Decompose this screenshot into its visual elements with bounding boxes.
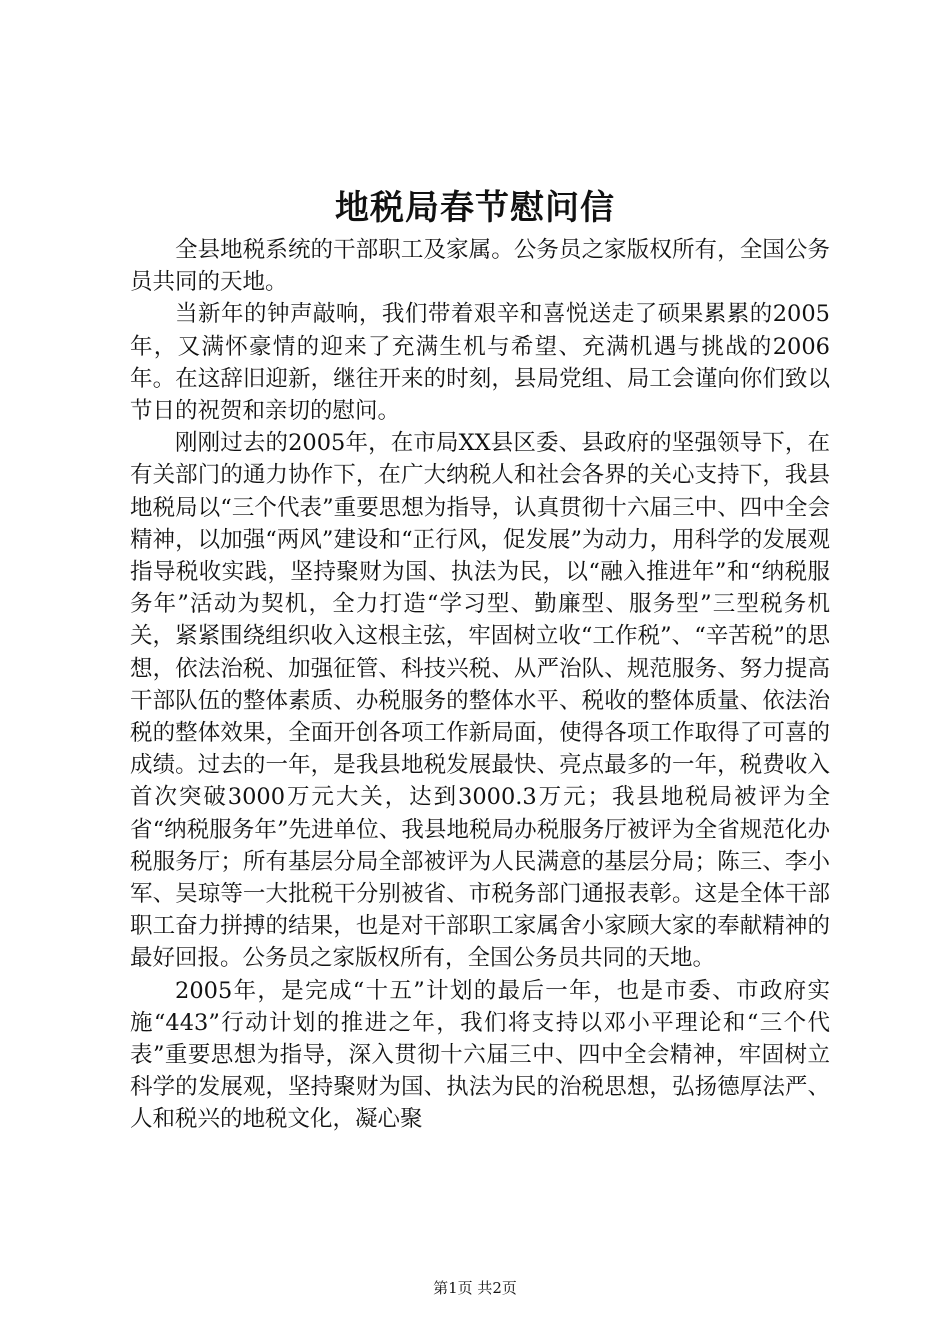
paragraph-plans: 2005年，是完成“十五”计划的最后一年，也是市委、市政府实施“443”行动计划的推进之年，我们将支持以邓小平理论和“三个代表”重要思想为指导，深入贯彻十六届三中、四中全会精神，牢固树立科学的发展观，坚持聚财为国、执法为民的治税思想，弘扬德厚法严、人和税兴的地税文化，凝心聚 (130, 977, 830, 1133)
document-title: 地税局春节慰问信 (335, 188, 615, 228)
paragraph-new-year-greeting: 当新年的钟声敲响，我们带着艰辛和喜悦送走了硕果累累的2005年，又满怀豪情的迎来了充满生机与希望、充满机遇与挑战的2006年。在这辞旧迎新，继往开来的时刻，县局党组、局工会谨向你们致以节日的祝贺和亲切的慰问。 (130, 301, 830, 425)
document-body (130, 234, 830, 1136)
paragraph-salutation: 全县地税系统的干部职工及家属。公务员之家版权所有，全国公务员共同的天地。 (130, 237, 830, 296)
page-number-footer: 第1页 共2页 (433, 1279, 517, 1297)
paragraph-achievements: 刚刚过去的2005年，在市局XX县区委、县政府的坚强领导下，在有关部门的通力协作下，在广大纳税人和社会各界的关心支持下，我县地税局以“三个代表”重要思想为指导，认真贯彻十六届三中、四中全会精神，以加强“两风”建设和“正行风，促发展”为动力，用科学的发展观指导税收实践，坚持聚财为国、执法为民，以“融入推进年”和“纳税服务年”活动为契机，全力打造“学习型、勤廉型、服务型”三型税务机关，紧紧围绕组织收入这根主弦，牢固树立收“工作税”、“辛苦税”的思想，依法治税、加强征管、科技兴税、从严治队、规范服务、努力提高干部队伍的整体素质、办税服务的整体水平、税收的整体质量、依法治税的整体效果，全面开创各项工作新局面，使得各项工作取得了可喜的成绩。过去的一年，是我县地税发展最快、亮点最多的一年，税费收入首次突破3000万元大关，达到3000.3万元；我县地税局被评为全省“纳税服务年”先进单位、我县地税局办税服务厅被评为全省规范化办税服务厅；所有基层分局全部被评为人民满意的基层分局；陈三、李小军、吴琼等一大批税干分别被省、市税务部门通报表彰。这是全体干部职工奋力拼搏的结果，也是对干部职工家属舍小家顾大家的奉献精神的最好回报。公务员之家版权所有，全国公务员共同的天地。 (130, 430, 830, 972)
